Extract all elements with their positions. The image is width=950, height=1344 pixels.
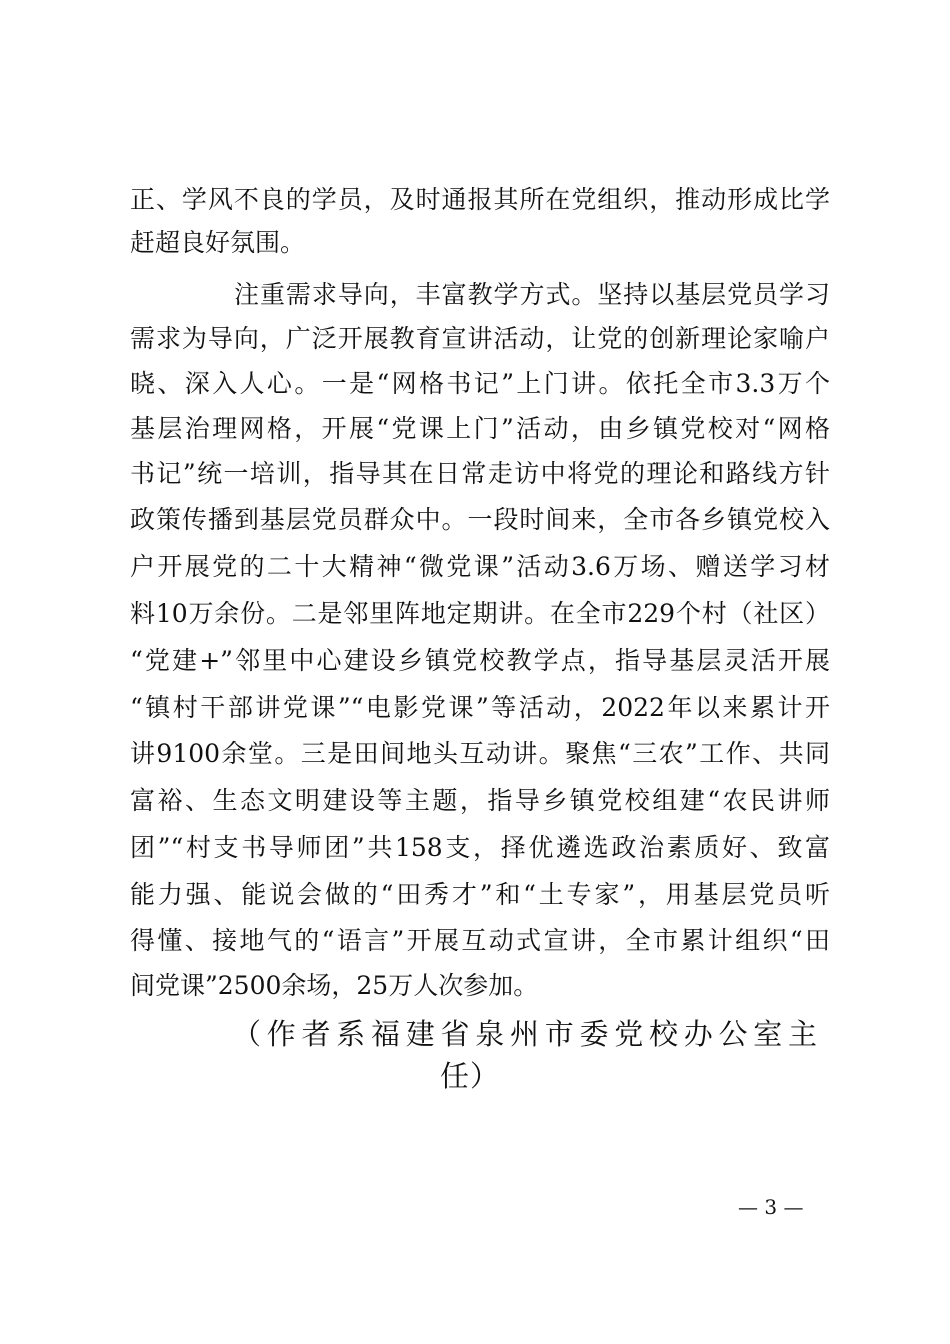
- body-text-line: 基层治理网格，开展“党课上门”活动，由乡镇党校对“网格: [130, 414, 830, 443]
- body-text-line: 户开展党的二十大精神“微党课”活动3.6万场、赠送学习材: [130, 552, 830, 581]
- body-text-line: 正、学风不良的学员，及时通报其所在党组织，推动形成比学: [130, 185, 830, 214]
- body-text-line: 得懂、接地气的“语言”开展互动式宣讲，全市累计组织“田: [130, 926, 830, 955]
- body-text-line: 间党课”2500余场，25万人次参加。: [130, 971, 539, 1000]
- body-text-line: 书记”统一培训，指导其在日常走访中将党的理论和路线方针: [130, 459, 830, 488]
- body-text-line: “镇村干部讲党课”“电影党课”等活动，2022年以来累计开: [130, 693, 830, 722]
- body-text-line: “党建+”邻里中心建设乡镇党校教学点，指导基层灵活开展: [130, 646, 830, 675]
- body-text-line: 晓、深入人心。一是“网格书记”上门讲。依托全市3.3万个: [130, 369, 830, 398]
- body-text-line: 能力强、能说会做的“田秀才”和“土专家”，用基层党员听: [130, 880, 830, 909]
- body-text-line: 富裕、生态文明建设等主题，指导乡镇党校组建“农民讲师: [130, 786, 830, 815]
- body-text-line: 团”“村支书导师团”共158支，择优遴选政治素质好、致富: [130, 833, 830, 862]
- body-text-line: 讲9100余堂。三是田间地头互动讲。聚焦“三农”工作、共同: [130, 739, 830, 768]
- page-number: — 3 —: [738, 1195, 804, 1219]
- author-byline: （作者系福建省泉州市委党校办公室主: [232, 1017, 818, 1051]
- paragraph-heading-line: 注重需求导向，丰富教学方式。坚持以基层党员学习: [234, 280, 830, 309]
- author-byline-continued: 任）: [440, 1059, 501, 1093]
- body-text-line: 需求为导向，广泛开展教育宣讲活动，让党的创新理论家喻户: [130, 324, 830, 353]
- body-text-line: 赶超良好氛围。: [130, 228, 306, 257]
- body-text-line: 政策传播到基层党员群众中。一段时间来，全市各乡镇党校入: [130, 505, 830, 534]
- body-text-line: 料10万余份。二是邻里阵地定期讲。在全市229个村（社区）: [130, 599, 830, 628]
